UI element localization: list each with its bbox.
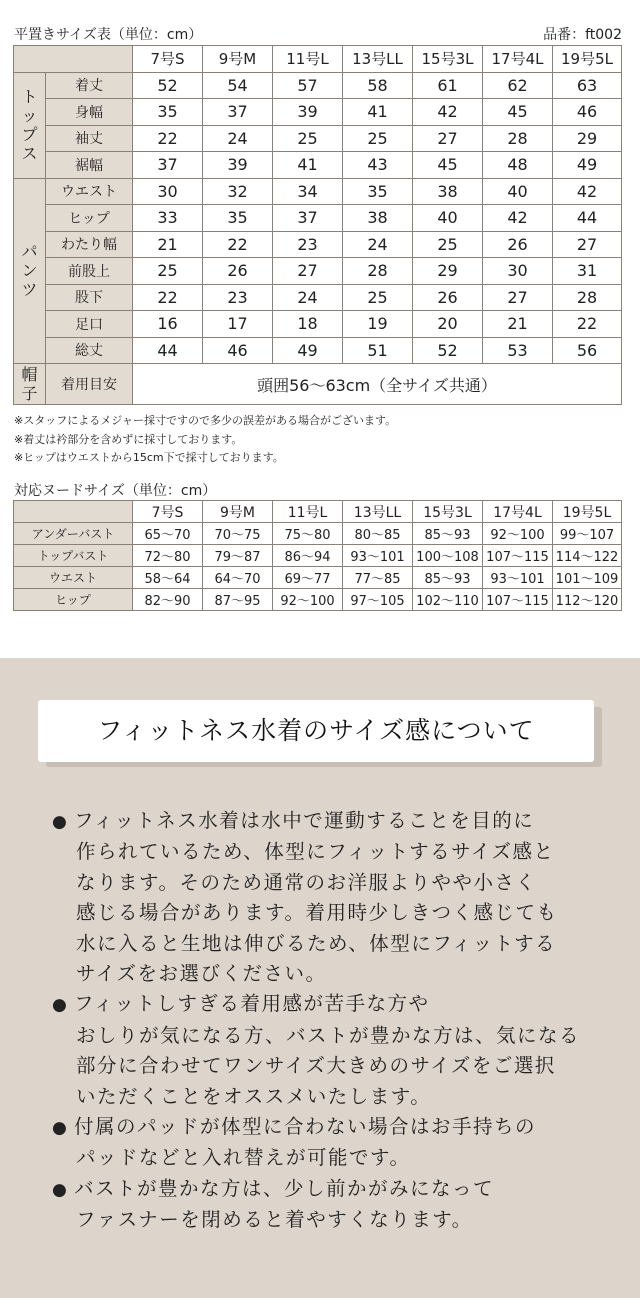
- value-cell: 27: [413, 125, 483, 152]
- value-cell: 58: [343, 72, 413, 99]
- bullet-line: 作られているため、体型にフィットするサイズ感と: [76, 840, 555, 864]
- value-cell: 69〜77: [273, 567, 343, 589]
- row-label: 着用目安: [46, 364, 133, 405]
- value-cell: 31: [553, 258, 622, 285]
- value-cell: 38: [413, 178, 483, 205]
- bullet-line: フィットしすぎる着用感が苦手な方や: [74, 992, 430, 1016]
- row-label: 総丈: [46, 337, 133, 364]
- value-cell: 100〜108: [413, 545, 483, 567]
- bullet-icon: ●: [52, 1179, 69, 1200]
- size-header: 7号S: [133, 501, 203, 523]
- bullet-line: フィットネス水着は水中で運動することを目的に: [74, 809, 535, 832]
- size-header: 15号3L: [413, 46, 483, 73]
- value-cell: 22: [133, 125, 203, 152]
- value-cell: 40: [483, 178, 553, 205]
- value-cell: 35: [203, 205, 273, 232]
- header-row: [14, 501, 622, 523]
- value-cell: 16: [133, 311, 203, 338]
- value-cell: 30: [133, 178, 203, 205]
- value-cell: 45: [483, 99, 553, 126]
- row-label: わたり幅: [46, 231, 133, 258]
- value-cell: 42: [413, 99, 483, 126]
- table-row: [14, 284, 622, 311]
- value-cell: 49: [553, 152, 622, 179]
- value-cell: 23: [273, 231, 343, 258]
- bullet-line: バストが豊かな方は、少し前かがみになって: [74, 1176, 495, 1200]
- value-cell: 21: [133, 231, 203, 258]
- value-cell: 22: [203, 231, 273, 258]
- value-cell: 56: [553, 337, 622, 364]
- value-cell: 53: [483, 337, 553, 364]
- value-cell: 37: [133, 152, 203, 179]
- value-cell: 44: [553, 205, 622, 232]
- table-row: [14, 567, 622, 589]
- value-cell: 102〜110: [413, 589, 483, 611]
- row-label: 前股上: [46, 258, 133, 285]
- value-cell: 34: [273, 178, 343, 205]
- value-cell: 112〜120: [553, 589, 622, 611]
- value-cell: 107〜115: [483, 545, 553, 567]
- nude-size-table: [13, 500, 622, 611]
- value-cell: 40: [413, 205, 483, 232]
- value-cell: 37: [273, 205, 343, 232]
- value-cell: 41: [343, 99, 413, 126]
- table-row: [14, 205, 622, 232]
- table-row: [14, 258, 622, 285]
- value-cell: 79〜87: [203, 545, 273, 567]
- bullet-line: パッドなどと入れ替えが可能です。: [76, 1146, 411, 1170]
- nude-table-title: 対応ヌードサイズ（単位：cm）: [14, 483, 217, 499]
- value-cell: 54: [203, 72, 273, 99]
- value-cell: 51: [343, 337, 413, 364]
- value-cell: 28: [553, 284, 622, 311]
- bullet-item: [52, 989, 612, 1112]
- value-cell: 41: [273, 152, 343, 179]
- value-cell: 101〜109: [553, 567, 622, 589]
- value-cell: 99〜107: [553, 523, 622, 545]
- bullet-icon: ●: [52, 812, 69, 832]
- value-cell: 107〜115: [483, 589, 553, 611]
- value-cell: 86〜94: [273, 545, 343, 567]
- size-table-title: 平置きサイズ表（単位：cm）: [14, 27, 203, 43]
- header-row: [14, 46, 622, 73]
- size-header: 9号M: [203, 46, 273, 73]
- size-header: 13号LL: [343, 501, 413, 523]
- size-table: [13, 45, 622, 405]
- product-code: 品番：ft002: [543, 27, 622, 43]
- value-cell: 26: [413, 284, 483, 311]
- value-cell: 22: [553, 311, 622, 338]
- hat-row: [14, 364, 622, 405]
- note-line: ※スタッフによるメジャー採寸ですので多少の誤差がある場合がございます。: [14, 414, 397, 427]
- size-header: 11号L: [273, 46, 343, 73]
- value-cell: 39: [203, 152, 273, 179]
- value-cell: 77〜85: [343, 567, 413, 589]
- value-cell: 37: [203, 99, 273, 126]
- value-cell: 80〜85: [343, 523, 413, 545]
- value-cell: 44: [133, 337, 203, 364]
- bullet-line: いただくことをオススメいたします。: [76, 1084, 432, 1108]
- row-label: ヒップ: [46, 205, 133, 232]
- value-cell: 93〜101: [483, 567, 553, 589]
- value-cell: 72〜80: [133, 545, 203, 567]
- value-cell: 85〜93: [413, 567, 483, 589]
- bullet-line: おしりが気になる方、バストが豊かな方は、気になる: [76, 1023, 581, 1047]
- value-cell: 43: [343, 152, 413, 179]
- value-cell: 27: [483, 284, 553, 311]
- value-cell: 42: [553, 178, 622, 205]
- value-cell: 52: [413, 337, 483, 364]
- bullet-line: 部分に合わせてワンサイズ大きめのサイズをご選択: [76, 1054, 556, 1078]
- size-header: 15号3L: [413, 501, 483, 523]
- value-cell: 33: [133, 205, 203, 232]
- row-label: 着丈: [46, 72, 133, 99]
- value-cell: 46: [203, 337, 273, 364]
- value-cell: 30: [483, 258, 553, 285]
- size-header: 17号4L: [483, 501, 553, 523]
- value-cell: 20: [413, 311, 483, 338]
- value-cell: 38: [343, 205, 413, 232]
- group-label: トップス: [14, 72, 46, 178]
- value-cell: 26: [203, 258, 273, 285]
- size-header: 7号S: [133, 46, 203, 73]
- value-cell: 22: [133, 284, 203, 311]
- bullet-line: なります。そのため通常のお洋服よりやや小さく: [76, 870, 537, 894]
- measurement-notes: [14, 412, 396, 468]
- row-label: 身幅: [46, 99, 133, 126]
- table-row: [14, 125, 622, 152]
- value-cell: 29: [553, 125, 622, 152]
- row-label: ウエスト: [46, 178, 133, 205]
- size-header: 11号L: [273, 501, 343, 523]
- bullet-line: ファスナーを閉めると着やすくなります。: [76, 1208, 473, 1232]
- bullet-item: [52, 1174, 612, 1236]
- corner-cell: [14, 46, 133, 73]
- bullet-item: [52, 1112, 612, 1174]
- value-cell: 92〜100: [273, 589, 343, 611]
- value-cell: 82〜90: [133, 589, 203, 611]
- value-cell: 23: [203, 284, 273, 311]
- bullet-icon: ●: [52, 1118, 69, 1139]
- table-row: [14, 99, 622, 126]
- group-label: パンツ: [14, 178, 46, 364]
- table-row: [14, 311, 622, 338]
- note-line: ※ヒップはウエストから15cm下で採寸しております。: [14, 451, 284, 464]
- size-header: 19号5L: [553, 46, 622, 73]
- bullet-item: [52, 806, 612, 989]
- value-cell: 63: [553, 72, 622, 99]
- value-cell: 52: [133, 72, 203, 99]
- row-label: アンダーバスト: [14, 523, 133, 545]
- value-cell: 85〜93: [413, 523, 483, 545]
- value-cell: 25: [343, 125, 413, 152]
- value-cell: 42: [483, 205, 553, 232]
- hat-value: 頭囲56〜63cm（全サイズ共通）: [133, 364, 622, 405]
- corner-cell: [14, 501, 133, 523]
- value-cell: 25: [133, 258, 203, 285]
- table-row: [14, 523, 622, 545]
- value-cell: 21: [483, 311, 553, 338]
- size-header: 9号M: [203, 501, 273, 523]
- value-cell: 46: [553, 99, 622, 126]
- value-cell: 25: [413, 231, 483, 258]
- value-cell: 29: [413, 258, 483, 285]
- row-label: ヒップ: [14, 589, 133, 611]
- bullet-line: サイズをお選びください。: [76, 962, 327, 986]
- row-label: 裾幅: [46, 152, 133, 179]
- value-cell: 62: [483, 72, 553, 99]
- value-cell: 39: [273, 99, 343, 126]
- value-cell: 87〜95: [203, 589, 273, 611]
- fit-bullets: [52, 806, 612, 1236]
- value-cell: 114〜122: [553, 545, 622, 567]
- value-cell: 35: [343, 178, 413, 205]
- value-cell: 28: [483, 125, 553, 152]
- value-cell: 57: [273, 72, 343, 99]
- bullet-line: 感じる場合があります。着用時少しきつく感じても: [76, 901, 558, 925]
- value-cell: 24: [343, 231, 413, 258]
- table-row: [14, 337, 622, 364]
- table-row: [14, 72, 622, 99]
- group-label: 帽子: [14, 364, 46, 405]
- value-cell: 75〜80: [273, 523, 343, 545]
- value-cell: 24: [203, 125, 273, 152]
- value-cell: 25: [343, 284, 413, 311]
- bullet-icon: ●: [52, 995, 69, 1016]
- value-cell: 19: [343, 311, 413, 338]
- value-cell: 25: [273, 125, 343, 152]
- table-row: [14, 589, 622, 611]
- row-label: 股下: [46, 284, 133, 311]
- value-cell: 93〜101: [343, 545, 413, 567]
- table-row: [14, 231, 622, 258]
- value-cell: 64〜70: [203, 567, 273, 589]
- table-row: [14, 178, 622, 205]
- value-cell: 65〜70: [133, 523, 203, 545]
- note-line: ※着丈は衿部分を含めずに採寸しております。: [14, 432, 243, 446]
- value-cell: 26: [483, 231, 553, 258]
- size-header: 13号LL: [343, 46, 413, 73]
- value-cell: 92〜100: [483, 523, 553, 545]
- value-cell: 27: [553, 231, 622, 258]
- table-row: [14, 545, 622, 567]
- fit-heading: フィットネス水着のサイズ感について: [38, 700, 594, 762]
- size-header: 17号4L: [483, 46, 553, 73]
- value-cell: 18: [273, 311, 343, 338]
- value-cell: 45: [413, 152, 483, 179]
- value-cell: 27: [273, 258, 343, 285]
- row-label: トップバスト: [14, 545, 133, 567]
- value-cell: 48: [483, 152, 553, 179]
- table-row: [14, 152, 622, 179]
- size-header: 19号5L: [553, 501, 622, 523]
- value-cell: 70〜75: [203, 523, 273, 545]
- value-cell: 32: [203, 178, 273, 205]
- row-label: 袖丈: [46, 125, 133, 152]
- value-cell: 17: [203, 311, 273, 338]
- value-cell: 35: [133, 99, 203, 126]
- value-cell: 58〜64: [133, 567, 203, 589]
- row-label: ウエスト: [14, 567, 133, 589]
- bullet-line: 付属のパッドが体型に合わない場合はお手持ちの: [74, 1115, 537, 1139]
- value-cell: 49: [273, 337, 343, 364]
- value-cell: 61: [413, 72, 483, 99]
- row-label: 足口: [46, 311, 133, 338]
- value-cell: 97〜105: [343, 589, 413, 611]
- value-cell: 28: [343, 258, 413, 285]
- bullet-line: 水に入ると生地は伸びるため、体型にフィットする: [76, 931, 557, 955]
- value-cell: 24: [273, 284, 343, 311]
